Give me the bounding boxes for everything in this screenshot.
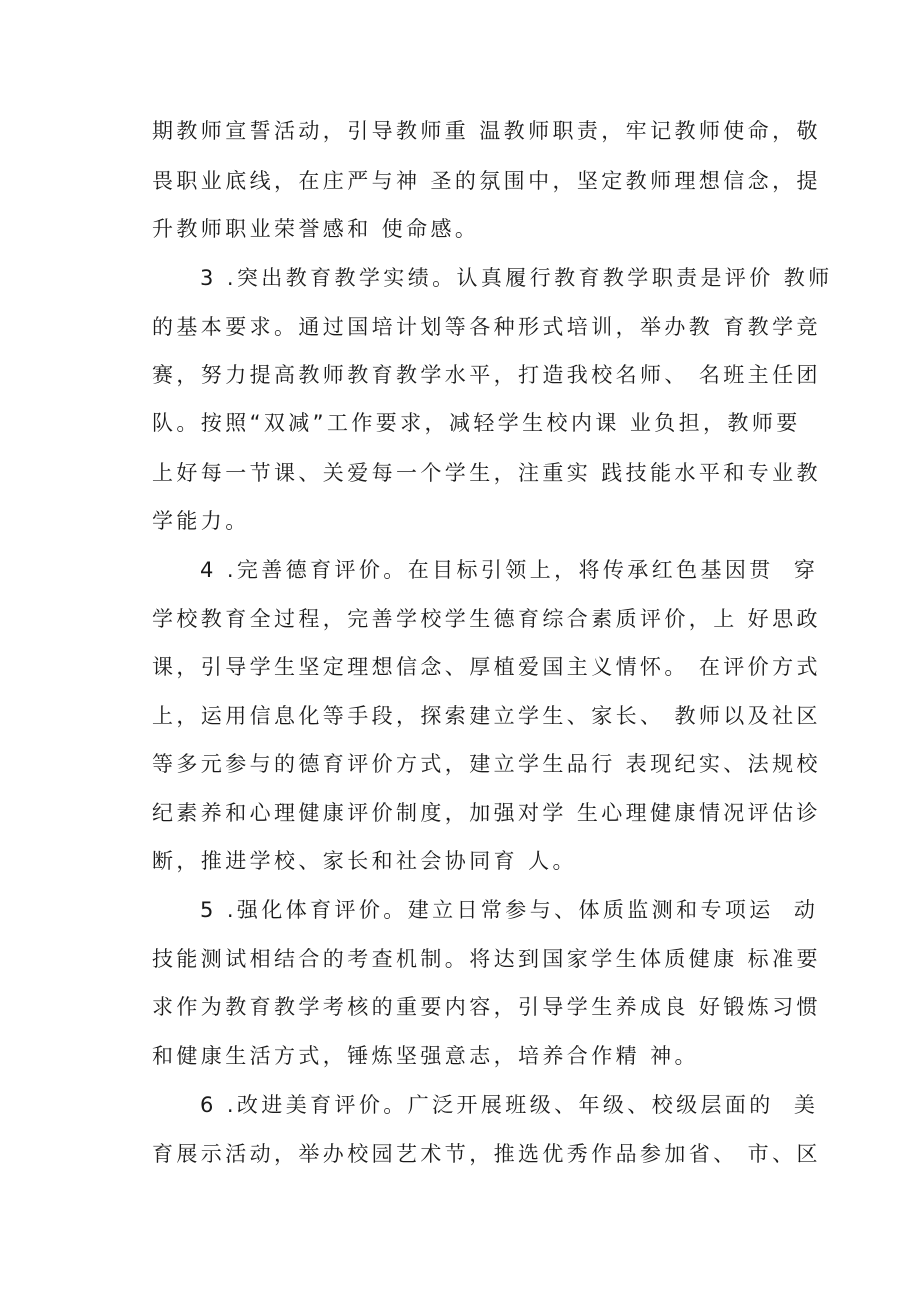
text-line: 断，推进学校、家长和社会协同育 人。 xyxy=(152,849,577,873)
paragraph-6-heading-line: 6 .改进美育评价。广泛开展班级、年级、校级层面的 美 xyxy=(200,1093,819,1117)
text-line: 期教师宣誓活动，引导教师重 温教师职责，牢记教师使命，敬 xyxy=(152,119,821,143)
text-line: 技能测试相结合的考查机制。将达到国家学生体质健康 标准要 xyxy=(152,947,821,971)
text-line: 求作为教育教学考核的重要内容，引导学生养成良 好锻炼习惯 xyxy=(152,995,821,1019)
text-line: 上好每一节课、关爱每一个学生，注重实 践技能水平和专业教 xyxy=(152,461,821,485)
text-line: 的基本要求。通过国培计划等各种形式培训，举办教 育教学竞 xyxy=(152,315,821,339)
text-line: 纪素养和心理健康评价制度，加强对学 生心理健康情况评估诊 xyxy=(152,801,821,825)
text-line: 学校教育全过程，完善学校学生德育综合素质评价，上 好思政 xyxy=(152,607,821,631)
text-line: 学能力。 xyxy=(152,509,250,533)
paragraph-3-heading-line: 3 .突出教育教学实绩。认真履行教育教学职责是评价 教师 xyxy=(200,266,833,290)
text-line: 等多元参与的德育评价方式，建立学生品行 表现纪实、法规校 xyxy=(152,752,821,776)
text-line: 赛，努力提高教师教育教学水平，打造我校名师、 名班主任团 xyxy=(152,363,821,387)
text-line: 队。按照“双减”工作要求，减轻学生校内课 业负担，教师要 xyxy=(152,411,801,435)
text-line: 畏职业底线，在庄严与神 圣的氛围中，坚定教师理想信念，提 xyxy=(152,169,821,193)
text-line: 和健康生活方式，锤炼坚强意志，培养合作精 神。 xyxy=(152,1044,699,1068)
paragraph-4-heading-line: 4 .完善德育评价。在目标引领上，将传承红色基因贯 穿 xyxy=(200,558,819,582)
paragraph-5-heading-line: 5 .强化体育评价。建立日常参与、体质监测和专项运 动 xyxy=(200,898,819,922)
text-line: 升教师职业荣誉感和 使命感。 xyxy=(152,217,480,241)
text-line: 育展示活动，举办校园艺术节，推选优秀作品参加省、 市、区 xyxy=(152,1142,821,1166)
text-line: 课，引导学生坚定理想信念、厚植爱国主义情怀。 在评价方式 xyxy=(152,655,821,679)
text-line: 上，运用信息化等手段，探索建立学生、家长、 教师以及社区 xyxy=(152,704,821,728)
